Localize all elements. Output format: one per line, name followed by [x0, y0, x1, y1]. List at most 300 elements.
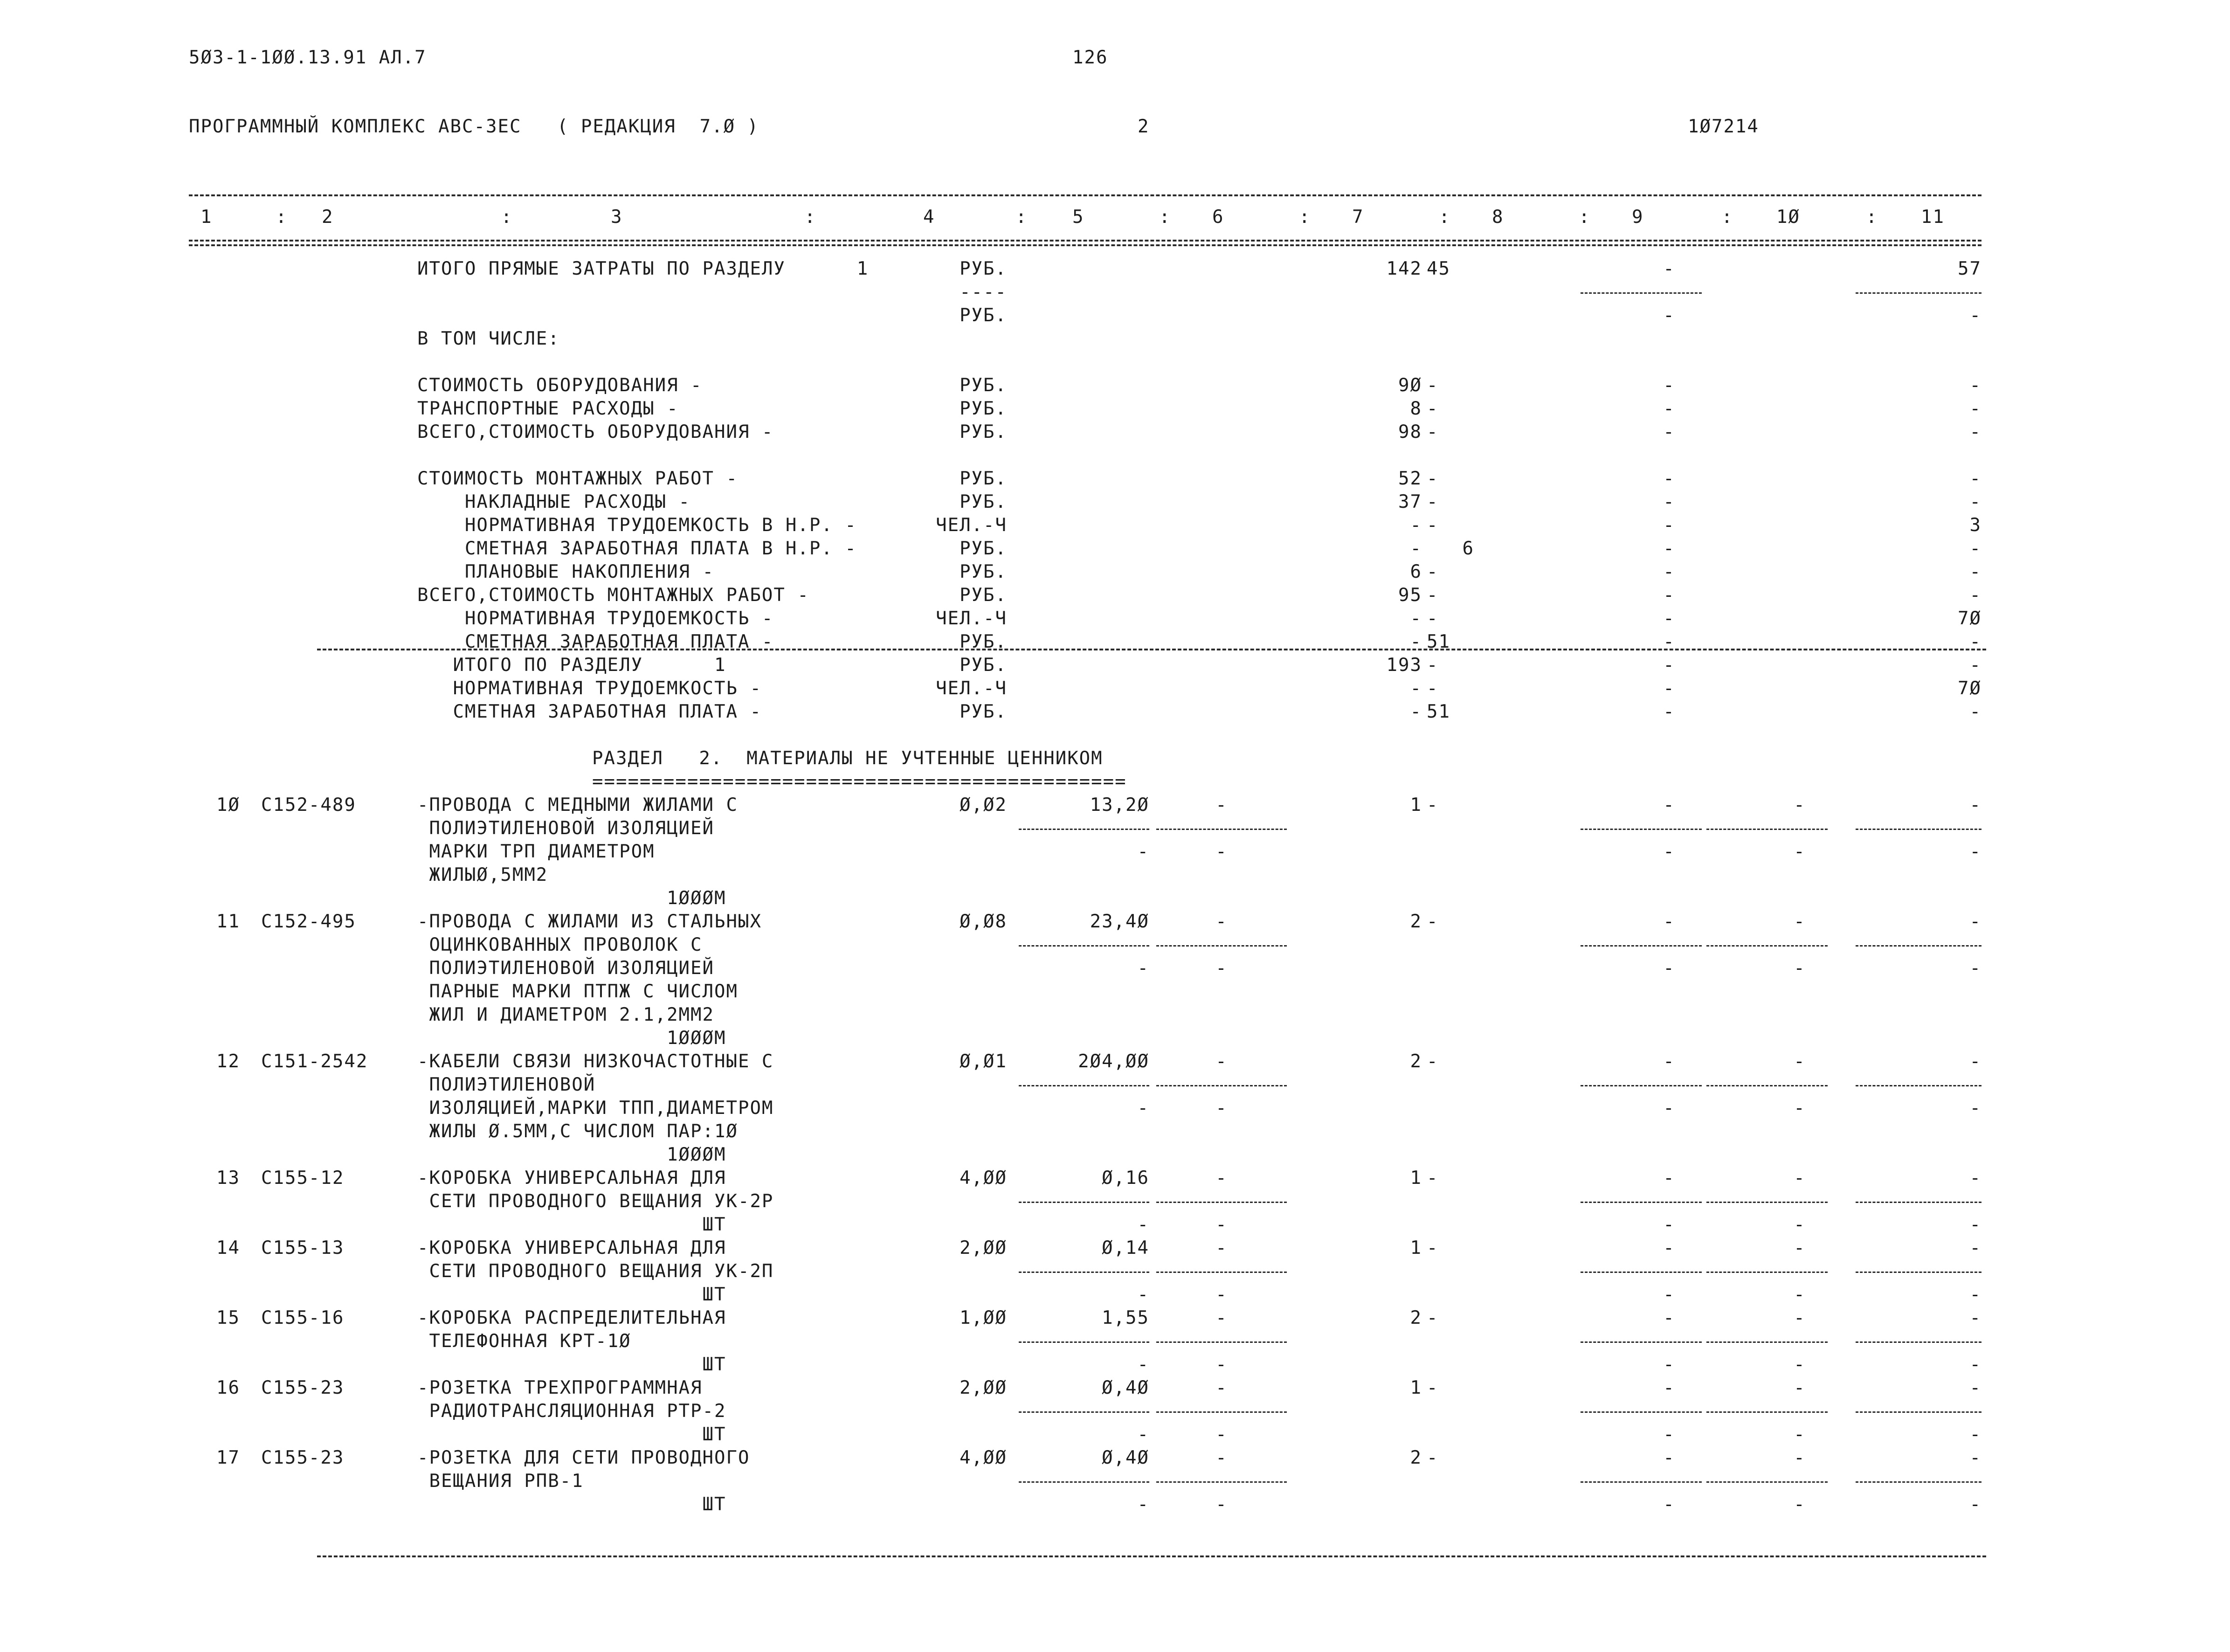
item-12-line3 — [0, 1098, 2230, 1119]
cell-c3: ШТ — [417, 1494, 726, 1515]
cell-c9: - — [1663, 1494, 1675, 1515]
subtotal-dash-c5 — [1019, 1202, 1149, 1203]
subtotal-dash-c11 — [1856, 1085, 1981, 1086]
cell-c8: - — [1427, 1051, 1439, 1072]
cell-c4: РУБ. — [960, 398, 1007, 419]
cell-c10: - — [1794, 1377, 1806, 1398]
cell-c6: - — [1215, 1494, 1228, 1515]
cell-c4: Ø,Ø8 — [960, 911, 1007, 932]
cell-c6: - — [1215, 795, 1228, 816]
cell-c7: 95 — [1398, 585, 1422, 606]
cell-c9: - — [1663, 841, 1675, 862]
subtotal-dash-c11 — [1856, 1272, 1981, 1273]
planned-savings-row — [0, 562, 2230, 582]
subtotal-dash-c6 — [1156, 1341, 1287, 1343]
cell-c3: -ПРОВОДА С МЕДНЫМИ ЖИЛАМИ С — [417, 795, 738, 816]
cell-c5: - — [1137, 841, 1149, 862]
subtotal-dash-c9 — [1581, 1272, 1702, 1273]
cell-c11: - — [1969, 701, 1981, 722]
subtotal-dash-c6 — [1156, 1272, 1287, 1273]
cell-c9: - — [1663, 1214, 1675, 1235]
column-number-10: 1Ø — [1776, 207, 1800, 228]
cell-c3: ПОЛИЭТИЛЕНОВОЙ ИЗОЛЯЦИЕЙ — [417, 958, 714, 979]
cell-c8: - — [1427, 911, 1439, 932]
cell-c3: СМЕТНАЯ ЗАРАБОТНАЯ ПЛАТА - — [417, 701, 762, 722]
cell-c2: С151-2542 — [261, 1051, 368, 1072]
subtotal-dash-c5 — [1019, 945, 1149, 947]
cell-c3: ПЛАНОВЫЕ НАКОПЛЕНИЯ - — [417, 561, 714, 582]
column-number-5: 5 — [1072, 207, 1084, 228]
cell-c10: - — [1794, 1307, 1806, 1328]
cell-c2: С155-16 — [261, 1307, 345, 1328]
item-11-line2 — [0, 935, 2230, 955]
cell-c3: -РОЗЕТКА ТРЕХПРОГРАММНАЯ — [417, 1377, 703, 1398]
cell-c6: - — [1215, 911, 1228, 932]
cell-c3: НОРМАТИВНАЯ ТРУДОЕМКОСТЬ - — [417, 608, 774, 629]
page-number: 126 — [1072, 47, 1108, 68]
cell-c11: - — [1969, 1098, 1981, 1119]
cell-c4: РУБ. — [960, 631, 1007, 652]
subtotal-dash-c6 — [1156, 1481, 1287, 1483]
spacer-row — [0, 725, 2230, 746]
column-separator: : — [1015, 207, 1028, 228]
cell-c3: НОРМАТИВНАЯ ТРУДОЕМКОСТЬ В Н.Р. - — [417, 515, 857, 536]
cell-c3: ОЦИНКОВАННЫХ ПРОВОЛОК С — [417, 934, 703, 955]
cell-c3: ИЗОЛЯЦИЕЙ,МАРКИ ТПП,ДИАМЕТРОМ — [417, 1098, 774, 1119]
cell-c7: 2 — [1410, 1447, 1422, 1468]
cell-c4: РУБ. — [960, 701, 1007, 722]
cell-c6: - — [1215, 958, 1228, 979]
cell-c4: РУБ. — [960, 561, 1007, 582]
cell-c7: 98 — [1398, 422, 1422, 442]
column-number-6: 6 — [1212, 207, 1224, 228]
spacer-row — [0, 445, 2230, 466]
subtotal-dash-c5 — [1019, 1411, 1149, 1413]
column-separator: : — [1579, 207, 1591, 228]
cell-c5: Ø,4Ø — [1102, 1377, 1149, 1398]
cell-c9: - — [1663, 1168, 1675, 1189]
subtotal-dash-c11 — [1856, 1481, 1981, 1483]
cell-c5: Ø,14 — [1102, 1237, 1149, 1258]
cell-c11: 7Ø — [1958, 678, 1981, 699]
cell-c3: ТЕЛЕФОННАЯ КРТ-1Ø — [417, 1331, 631, 1352]
cell-c5: - — [1137, 958, 1149, 979]
cell-c5: - — [1137, 1214, 1149, 1235]
cell-c8: 51 — [1427, 701, 1450, 722]
overhead-row — [0, 492, 2230, 512]
cell-c6: - — [1215, 1307, 1228, 1328]
subtotal-dash-c6 — [1156, 1085, 1287, 1086]
cell-c3: МАРКИ ТРП ДИАМЕТРОМ — [417, 841, 655, 862]
item-16 — [0, 1378, 2230, 1398]
cell-c3: СТОИМОСТЬ МОНТАЖНЫХ РАБОТ - — [417, 468, 738, 489]
cell-c1: 11 — [216, 911, 240, 932]
column-separator: : — [1439, 207, 1451, 228]
cell-c5: - — [1137, 1354, 1149, 1375]
subtotal-dash-c5 — [1019, 1085, 1149, 1086]
cell-c9: - — [1663, 1237, 1675, 1258]
cell-c2: С155-23 — [261, 1377, 345, 1398]
cell-c10: - — [1794, 1284, 1806, 1305]
cell-c7: 6 — [1410, 561, 1422, 582]
cell-c9: - — [1663, 398, 1675, 419]
cell-c11: - — [1969, 911, 1981, 932]
cell-sec: РАЗДЕЛ 2. МАТЕРИАЛЫ НЕ УЧТЕННЫЕ ЦЕННИКОМ — [592, 748, 1103, 769]
cell-c10: - — [1794, 958, 1806, 979]
subtotal-dash-c10 — [1706, 1481, 1828, 1483]
item-17-unit — [0, 1494, 2230, 1515]
cell-c3: НАКЛАДНЫЕ РАСХОДЫ - — [417, 491, 691, 512]
cell-c3: СМЕТНАЯ ЗАРАБОТНАЯ ПЛАТА - — [417, 631, 774, 652]
cell-c5: - — [1137, 1098, 1149, 1119]
cell-c9: - — [1663, 795, 1675, 816]
cell-c3: 1ØØØМ — [417, 888, 726, 909]
column-number-1: 1 — [200, 207, 213, 228]
transport-row — [0, 399, 2230, 419]
cell-c9: - — [1663, 1098, 1675, 1119]
cell-c1: 12 — [216, 1051, 240, 1072]
wage-np-row — [0, 539, 2230, 559]
cell-c9: - — [1663, 701, 1675, 722]
cell-c7: - — [1410, 515, 1422, 536]
cell-c9: - — [1663, 608, 1675, 629]
section-wage-row — [0, 702, 2230, 722]
column-number-11: 11 — [1921, 207, 1945, 228]
cell-c11: - — [1969, 795, 1981, 816]
section-total-row — [0, 655, 2230, 676]
cell-c9: - — [1663, 515, 1675, 536]
item-14 — [0, 1238, 2230, 1258]
cell-c4: РУБ. — [960, 305, 1007, 326]
item-13-line2 — [0, 1191, 2230, 1212]
cell-c11: - — [1969, 1307, 1981, 1328]
cell-c9: - — [1663, 1447, 1675, 1468]
item-11-line5 — [0, 1005, 2230, 1025]
column-number-4: 4 — [923, 207, 935, 228]
sheet-number: 2 — [1138, 116, 1150, 137]
subtotal-dash-c6 — [1156, 1202, 1287, 1203]
cell-c11: - — [1969, 491, 1981, 512]
cell-c7: 193 — [1386, 655, 1422, 676]
cell-c11: 57 — [1958, 258, 1981, 279]
cell-c3: 1ØØØМ — [417, 1144, 726, 1165]
cell-c11: - — [1969, 398, 1981, 419]
cell-c3: 1ØØØМ — [417, 1028, 726, 1049]
subtotal-dash-c10 — [1706, 1341, 1828, 1343]
item-12-line4 — [0, 1121, 2230, 1142]
cell-c11: - — [1969, 561, 1981, 582]
subtotal-dash-c10 — [1706, 945, 1828, 947]
unit-row — [0, 305, 2230, 326]
cell-c10: - — [1794, 1098, 1806, 1119]
section-total-rule — [317, 649, 1986, 650]
cell-c3: -РОЗЕТКА ДЛЯ СЕТИ ПРОВОДНОГО — [417, 1447, 750, 1468]
item-10-unit — [0, 888, 2230, 909]
cell-c10: - — [1794, 795, 1806, 816]
cell-c6: - — [1215, 1377, 1228, 1398]
document-number: 1Ø7214 — [1688, 116, 1759, 137]
cell-c6: - — [1215, 1237, 1228, 1258]
item-11 — [0, 912, 2230, 932]
cell-c9: - — [1663, 1424, 1675, 1445]
total-direct-row — [0, 259, 2230, 279]
subtotal-dash-c10 — [1706, 1411, 1828, 1413]
cell-c8: - — [1427, 561, 1439, 582]
cell-c9: - — [1663, 678, 1675, 699]
cell-c11: - — [1969, 538, 1981, 559]
subtotal-dash-c11 — [1856, 1341, 1981, 1343]
cell-c3: СЕТИ ПРОВОДНОГО ВЕЩАНИЯ УК-2Р — [417, 1191, 774, 1212]
cell-c11: - — [1969, 422, 1981, 442]
item-11-line4 — [0, 982, 2230, 1002]
cell-c9: - — [1663, 1354, 1675, 1375]
cell-c9: - — [1663, 1051, 1675, 1072]
column-separator: : — [501, 207, 513, 228]
cell-c5: 1,55 — [1102, 1307, 1149, 1328]
cell-c11: - — [1969, 1354, 1981, 1375]
equipment-total-row — [0, 422, 2230, 442]
cell-c8: - — [1427, 1377, 1439, 1398]
cell-c11: - — [1969, 958, 1981, 979]
cell-c3: ЖИЛЫØ,5ММ2 — [417, 864, 548, 885]
cell-c7: 2 — [1410, 911, 1422, 932]
cell-c7: - — [1410, 631, 1422, 652]
cell-c7: - — [1410, 678, 1422, 699]
cell-c7: 2 — [1410, 1307, 1422, 1328]
cell-c3: СЕТИ ПРОВОДНОГО ВЕЩАНИЯ УК-2П — [417, 1261, 774, 1282]
cell-c11: - — [1969, 841, 1981, 862]
cell-c7: 52 — [1398, 468, 1422, 489]
cell-c6: - — [1215, 1168, 1228, 1189]
cell-c7: 1 — [1410, 795, 1422, 816]
cell-c8: - — [1427, 585, 1439, 606]
subtotal-dash-c6 — [1156, 945, 1287, 947]
cell-c5: - — [1137, 1424, 1149, 1445]
item-11-unit — [0, 1028, 2230, 1049]
subtotal-dash-c11 — [1856, 292, 1981, 294]
cell-c4: ЧЕЛ.-Ч — [936, 678, 1007, 699]
section2-underline — [0, 772, 2230, 792]
dash-row — [0, 282, 2230, 303]
cell-c3: ПОЛИЭТИЛЕНОВОЙ ИЗОЛЯЦИЕЙ — [417, 818, 714, 839]
cell-c4: 4,ØØ — [960, 1168, 1007, 1189]
subtotal-dash-c9 — [1581, 1341, 1702, 1343]
cell-c7: 142 — [1386, 258, 1422, 279]
cell-c4: 4,ØØ — [960, 1447, 1007, 1468]
column-separator: : — [1159, 207, 1171, 228]
cell-c6: - — [1215, 1098, 1228, 1119]
cell-c3: РАДИОТРАНСЛЯЦИОННАЯ РТР-2 — [417, 1401, 726, 1422]
cell-c9: - — [1663, 491, 1675, 512]
cell-c6: - — [1215, 1424, 1228, 1445]
subtotal-dash-c11 — [1856, 1202, 1981, 1203]
subtotal-dash-c9 — [1581, 829, 1702, 830]
cell-c8: - — [1427, 608, 1439, 629]
subtotal-dash-c11 — [1856, 945, 1981, 947]
cell-c2: С155-12 — [261, 1168, 345, 1189]
cell-c4: РУБ. — [960, 491, 1007, 512]
item-14-line2 — [0, 1261, 2230, 1282]
cell-c8: - — [1427, 398, 1439, 419]
column-separator: : — [1721, 207, 1733, 228]
cell-c4: РУБ. — [960, 375, 1007, 396]
cell-c9: - — [1663, 958, 1675, 979]
cell-c6: - — [1215, 1214, 1228, 1235]
item-13-unit — [0, 1215, 2230, 1235]
subtotal-dash-c5 — [1019, 1341, 1149, 1343]
cell-c8: - — [1427, 468, 1439, 489]
cell-c7: 1 — [1410, 1237, 1422, 1258]
cell-c10: - — [1794, 911, 1806, 932]
subtotal-dash-c5 — [1019, 1481, 1149, 1483]
subtotal-dash-c11 — [1856, 1411, 1981, 1413]
program-title: ПРОГРАММНЫЙ КОМПЛЕКС АВС-3ЕС ( РЕДАКЦИЯ 7.Ø ) — [189, 116, 759, 137]
subtotal-dash-c6 — [1156, 829, 1287, 830]
subtotal-dash-c9 — [1581, 945, 1702, 947]
cell-c4: РУБ. — [960, 538, 1007, 559]
cell-c11: - — [1969, 375, 1981, 396]
item-12-unit — [0, 1145, 2230, 1165]
cell-c8: 45 — [1427, 258, 1450, 279]
item-13 — [0, 1168, 2230, 1189]
cell-c4: ЧЕЛ.-Ч — [936, 608, 1007, 629]
cell-c11: 3 — [1969, 515, 1981, 536]
cell-c10: - — [1794, 1237, 1806, 1258]
subtotal-dash-c10 — [1706, 829, 1828, 830]
cell-c11: - — [1969, 655, 1981, 676]
cell-c11: 7Ø — [1958, 608, 1981, 629]
cell-c4: 2,ØØ — [960, 1377, 1007, 1398]
cell-c11: - — [1969, 631, 1981, 652]
cell-c9: - — [1663, 1307, 1675, 1328]
item-12-line2 — [0, 1075, 2230, 1095]
cell-c4: 1,ØØ — [960, 1307, 1007, 1328]
cell-c3: НОРМАТИВНАЯ ТРУДОЕМКОСТЬ - — [417, 678, 762, 699]
cell-c3: -КОРОБКА УНИВЕРСАЛЬНАЯ ДЛЯ — [417, 1168, 726, 1189]
cell-c3: ЖИЛ И ДИАМЕТРОМ 2.1,2ММ2 — [417, 1004, 714, 1025]
cell-c4: РУБ. — [960, 585, 1007, 606]
cell-c5: 13,2Ø — [1090, 795, 1149, 816]
cell-c11: - — [1969, 1168, 1981, 1189]
cell-c5: - — [1137, 1494, 1149, 1515]
cell-c8: - — [1427, 1447, 1439, 1468]
cell-c8: - — [1427, 422, 1439, 442]
table-top-rule — [189, 194, 1981, 196]
cell-c6: - — [1215, 1284, 1228, 1305]
cell-c8: - — [1427, 678, 1439, 699]
subtotal-dash-c9 — [1581, 292, 1702, 294]
cell-c2: С155-23 — [261, 1447, 345, 1468]
cell-c3: ИТОГО ПО РАЗДЕЛУ 1 — [417, 655, 726, 676]
cell-c10: - — [1794, 1214, 1806, 1235]
labor-np-row — [0, 515, 2230, 536]
cell-c9: - — [1663, 1377, 1675, 1398]
cell-c3: -КОРОБКА УНИВЕРСАЛЬНАЯ ДЛЯ — [417, 1237, 726, 1258]
cell-c4: РУБ. — [960, 468, 1007, 489]
document-code: 5Ø3-1-1ØØ.13.91 АЛ.7 — [189, 47, 427, 68]
column-number-7: 7 — [1352, 207, 1364, 228]
cell-c3: ИТОГО ПРЯМЫЕ ЗАТРАТЫ ПО РАЗДЕЛУ 1 — [417, 258, 869, 279]
cell-c11: - — [1969, 305, 1981, 326]
cell-c4: Ø,Ø1 — [960, 1051, 1007, 1072]
cell-c7: 1 — [1410, 1377, 1422, 1398]
cell-c8: - — [1427, 1307, 1439, 1328]
cell-c8: - — [1427, 491, 1439, 512]
cell-c3: ВЕЩАНИЯ РПВ-1 — [417, 1471, 584, 1492]
cell-c9: - — [1663, 631, 1675, 652]
cell-c11: - — [1969, 1214, 1981, 1235]
cell-c4: РУБ. — [960, 655, 1007, 676]
cell-c3: ШТ — [417, 1354, 726, 1375]
cell-c9: - — [1663, 375, 1675, 396]
cell-c2: С155-13 — [261, 1237, 345, 1258]
cell-c3: ШТ — [417, 1284, 726, 1305]
subtotal-dash-c5 — [1019, 829, 1149, 830]
cell-c11: - — [1969, 1447, 1981, 1468]
cell-c3: -КАБЕЛИ СВЯЗИ НИЗКОЧАСТОТНЫЕ С — [417, 1051, 774, 1072]
cell-c9: - — [1663, 538, 1675, 559]
cell-c8: - — [1427, 1168, 1439, 1189]
cell-c3: ВСЕГО,СТОИМОСТЬ ОБОРУДОВАНИЯ - — [417, 422, 774, 442]
cell-c7: 8 — [1410, 398, 1422, 419]
item-11-line3 — [0, 958, 2230, 979]
item-10-line3 — [0, 842, 2230, 862]
cell-c5: 23,4Ø — [1090, 911, 1149, 932]
item-15-unit — [0, 1355, 2230, 1375]
item-17-line2 — [0, 1471, 2230, 1492]
cell-c1: 16 — [216, 1377, 240, 1398]
cell-c9: - — [1663, 655, 1675, 676]
cell-c3: СМЕТНАЯ ЗАРАБОТНАЯ ПЛАТА В Н.Р. - — [417, 538, 857, 559]
cell-c10: - — [1794, 1168, 1806, 1189]
cell-c11: - — [1969, 1377, 1981, 1398]
cell-c6: - — [1215, 1447, 1228, 1468]
section2-heading — [0, 748, 2230, 769]
cell-c4: ---- — [960, 282, 1007, 303]
cell-c8: - — [1427, 795, 1439, 816]
column-separator: : — [804, 207, 816, 228]
cell-c5: Ø,4Ø — [1102, 1447, 1149, 1468]
cell-c5: Ø,16 — [1102, 1168, 1149, 1189]
cell-c8: - — [1427, 375, 1439, 396]
cell-sec: ============================================= — [592, 771, 1127, 792]
column-number-2: 2 — [322, 207, 334, 228]
column-number-3: 3 — [611, 207, 623, 228]
subtotal-dash-c10 — [1706, 1085, 1828, 1086]
cell-c3: ПОЛИЭТИЛЕНОВОЙ — [417, 1074, 596, 1095]
cell-c3: В ТОМ ЧИСЛЕ: — [417, 328, 560, 349]
cell-c3: СТОИМОСТЬ ОБОРУДОВАНИЯ - — [417, 375, 703, 396]
cell-c3: ВСЕГО,СТОИМОСТЬ МОНТАЖНЫХ РАБОТ - — [417, 585, 809, 606]
cell-c8: - — [1427, 1237, 1439, 1258]
item-10 — [0, 795, 2230, 816]
column-number-8: 8 — [1492, 207, 1504, 228]
cell-c2: С152-495 — [261, 911, 356, 932]
cell-c3: ШТ — [417, 1214, 726, 1235]
cell-c4: 2,ØØ — [960, 1237, 1007, 1258]
cell-c9: - — [1663, 911, 1675, 932]
item-12 — [0, 1051, 2230, 1072]
cell-c8: 51 — [1427, 631, 1450, 652]
cell-c7: - — [1410, 538, 1422, 559]
cell-c1: 1Ø — [216, 795, 240, 816]
column-separator: : — [1866, 207, 1878, 228]
cell-c11: - — [1969, 1051, 1981, 1072]
cell-c3: ТРАНСПОРТНЫЕ РАСХОДЫ - — [417, 398, 679, 419]
cell-c1: 13 — [216, 1168, 240, 1189]
cell-c7: 1 — [1410, 1168, 1422, 1189]
cell-c7: 2 — [1410, 1051, 1422, 1072]
